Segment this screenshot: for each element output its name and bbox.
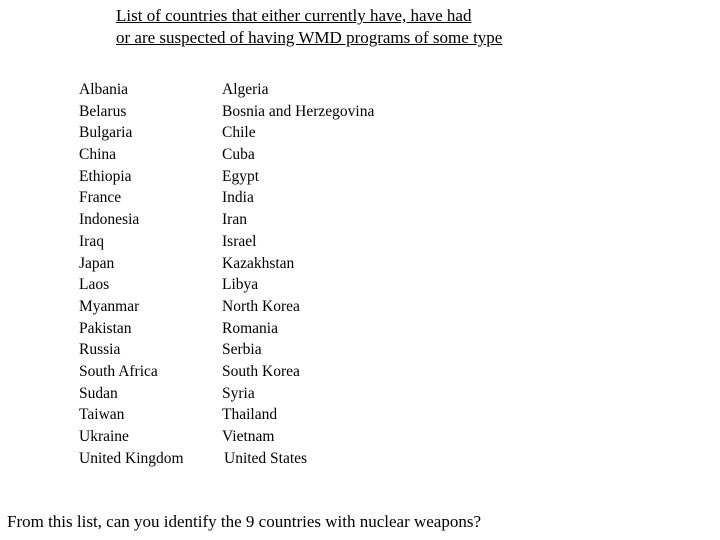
country-item: Ukraine [79,428,129,445]
country-item: Algeria [222,81,269,98]
question-text: From this list, can you identify the 9 countries with nuclear weapons? [7,512,482,531]
country-item: North Korea [222,297,300,315]
country-item: Libya [222,276,259,294]
country-item: Sudan [79,384,118,402]
country-item: Egypt [222,167,260,185]
country-item: Japan [79,254,115,272]
title-line-2: or are suspected of having WMD programs of some type [116,28,503,47]
country-list-right [222,79,374,469]
country-item: South Africa [79,362,158,380]
country-item: Iraq [79,232,104,250]
country-item: Belarus [79,102,127,120]
country-item: France [79,189,122,207]
country-item: South Korea [222,362,300,380]
slide-title [116,5,636,49]
country-item: Kazakhstan [222,254,295,272]
country-item: Vietnam [222,428,275,445]
country-item: Israel [222,232,257,250]
country-item: Syria [222,384,255,402]
country-item: Bulgaria [79,124,133,142]
title-line-1: List of countries that either currently have, have had [116,6,472,25]
country-item: United States [224,449,308,467]
country-item: United Kingdom [79,449,184,467]
country-item: Albania [79,81,129,98]
country-item: India [222,189,254,207]
country-item: Bosnia and Herzegovina [222,102,375,120]
country-item: Russia [79,341,121,359]
country-item: Iran [222,211,247,229]
country-item: Romania [222,319,278,337]
country-item: Cuba [222,146,255,164]
country-item: China [79,146,117,164]
country-item: Chile [222,124,256,142]
country-item: Indonesia [79,211,140,229]
country-item: Pakistan [79,319,132,337]
country-item: Serbia [222,341,262,359]
country-item: Thailand [222,406,278,424]
country-item: Ethiopia [79,167,132,185]
country-item: Taiwan [79,406,125,424]
country-list-left [79,79,184,469]
country-item: Myanmar [79,297,140,315]
country-item: Laos [79,276,110,294]
